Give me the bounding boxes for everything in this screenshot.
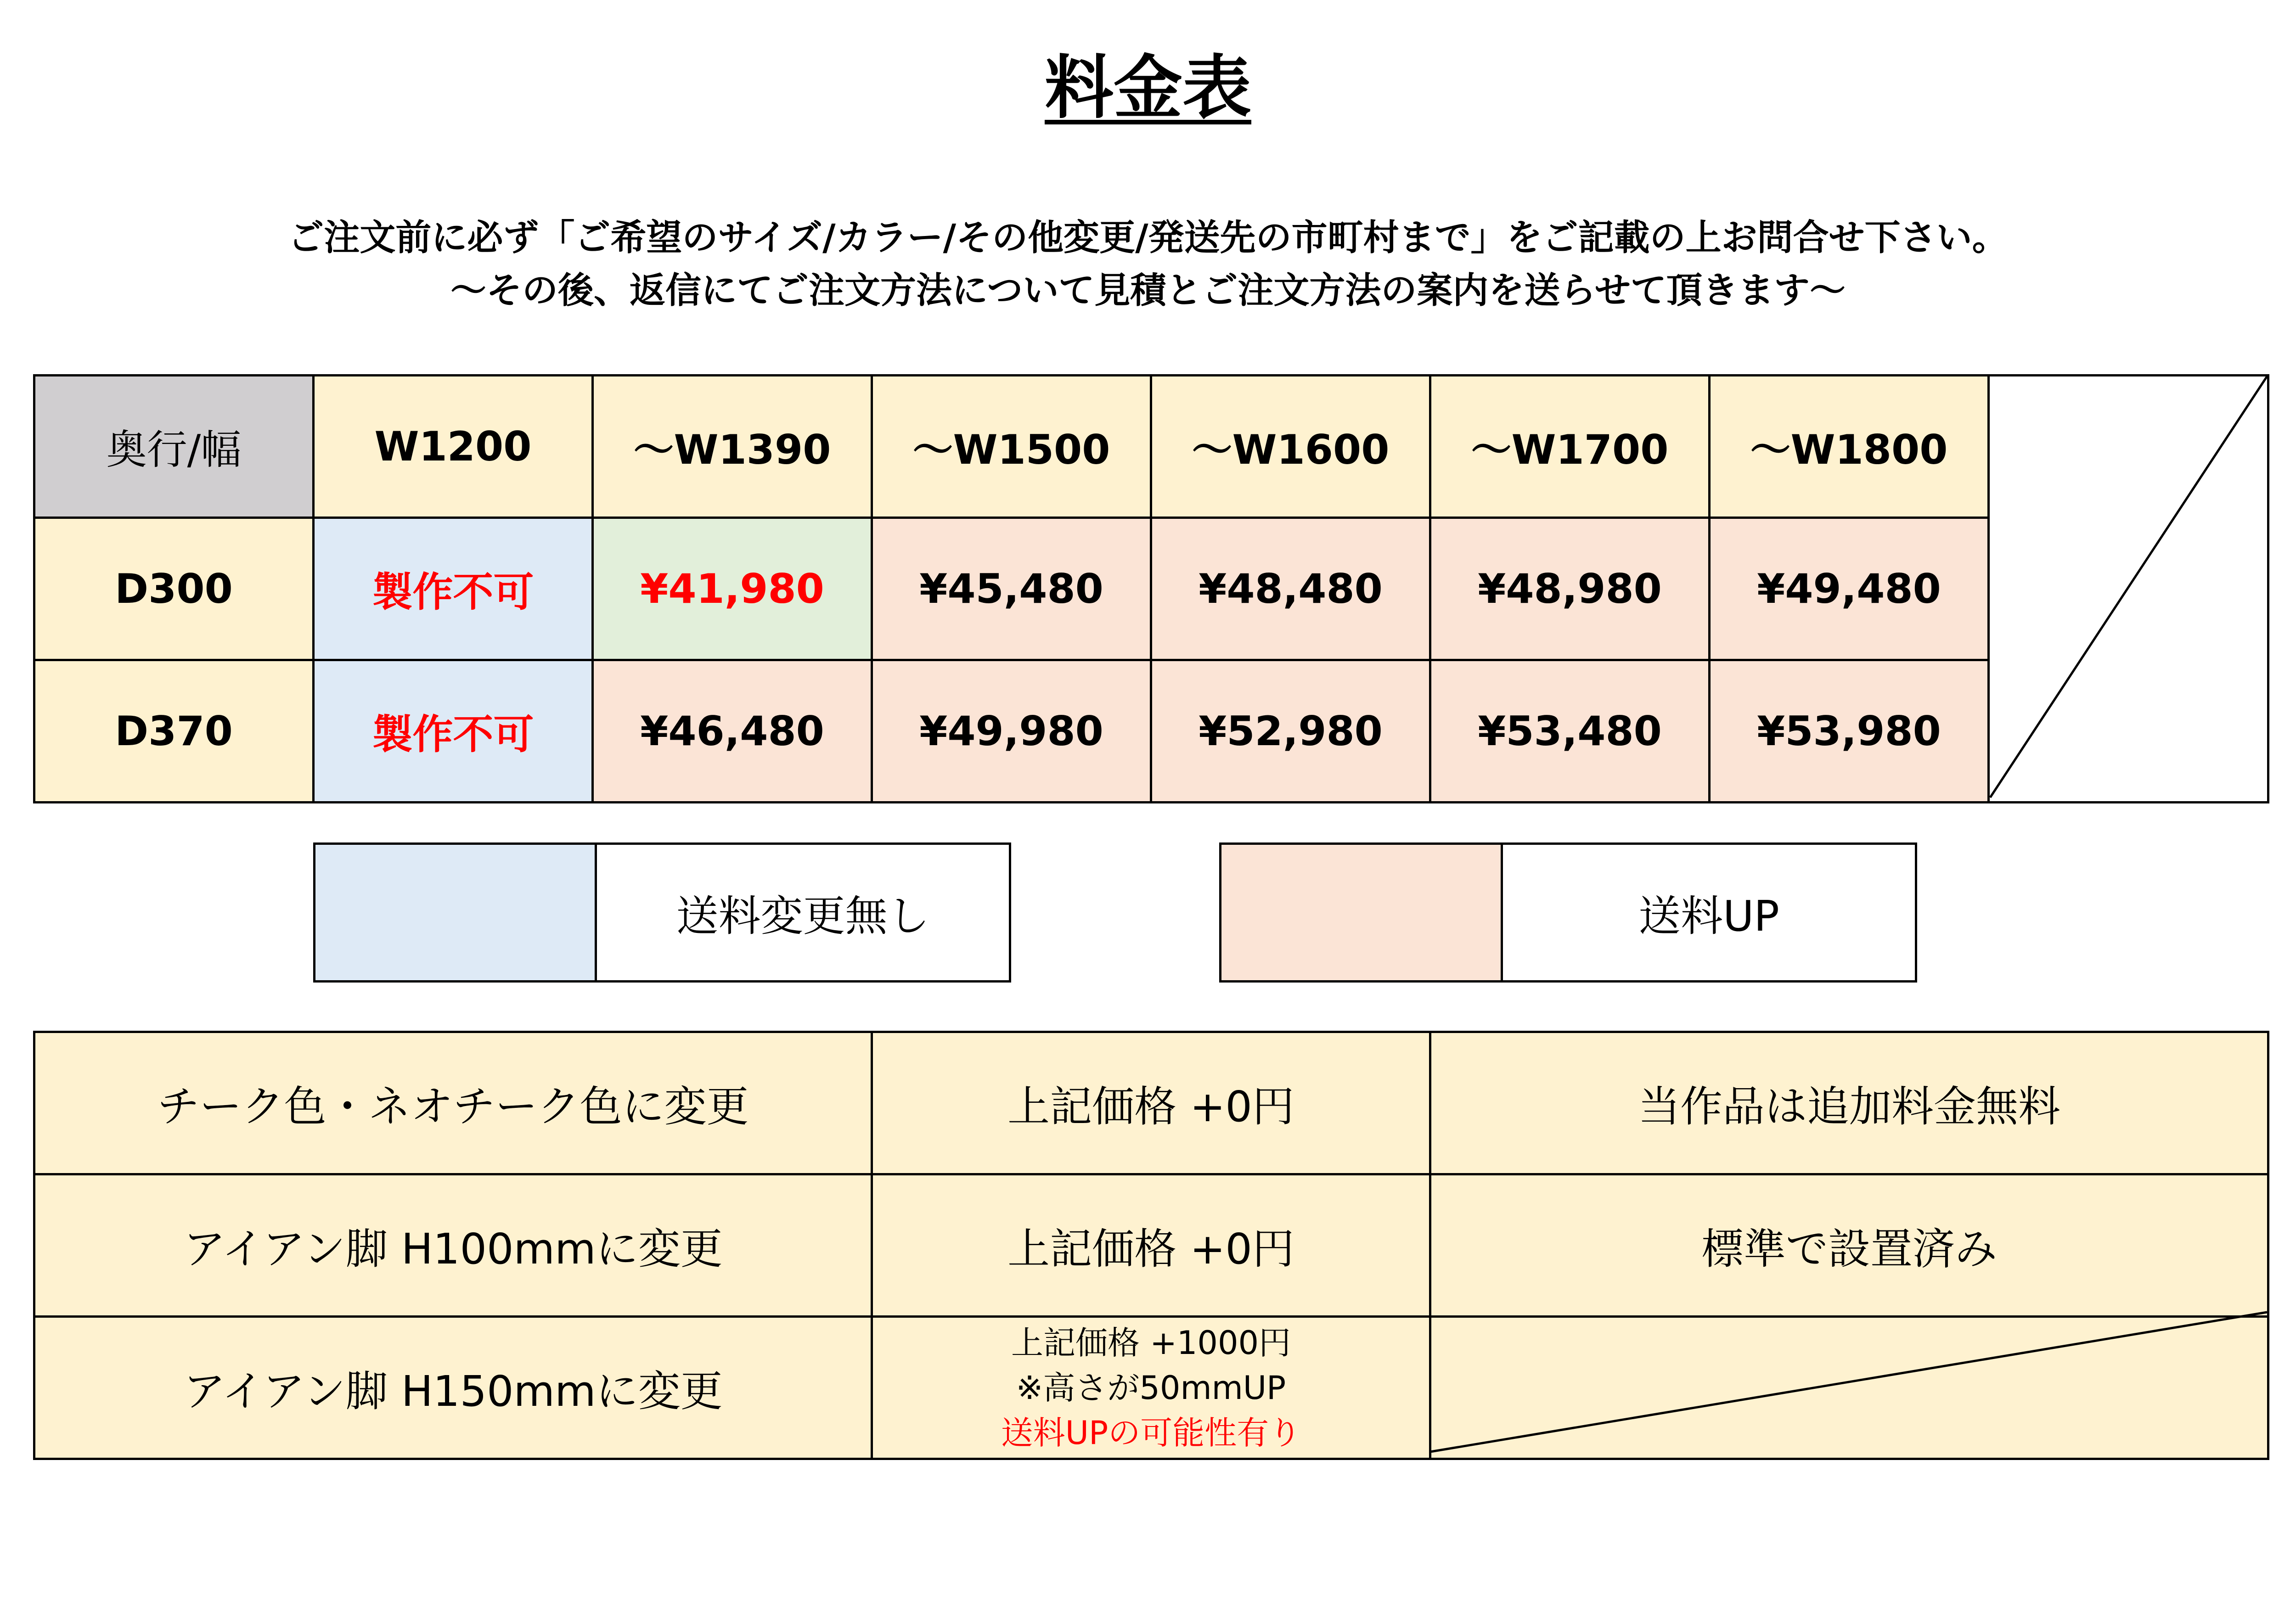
column-header: W1200 bbox=[314, 376, 593, 518]
price-cell: 製作不可 bbox=[314, 518, 593, 660]
legend-label: 送料UP bbox=[1638, 891, 1779, 941]
option-table-diagonal-line bbox=[1429, 1311, 2268, 1453]
price-cell: ¥41,980 bbox=[593, 518, 872, 660]
price-table-diagonal-line bbox=[1989, 374, 2269, 799]
option-price-line: 上記価格 +1000円 bbox=[1011, 1324, 1291, 1362]
legend-shipping-up bbox=[1219, 842, 1917, 983]
option-name: アイアン脚 H150mmに変更 bbox=[34, 1317, 872, 1459]
column-header: ～W1390 bbox=[593, 376, 872, 518]
legend-swatch-blue bbox=[315, 845, 597, 980]
option-price: 上記価格 +0円 bbox=[872, 1174, 1430, 1317]
table-row bbox=[34, 1032, 2268, 1174]
notice-line-2: ～その後、返信にてご注文方法について見積とご注文方法の案内を送らせて頂きます～ bbox=[450, 270, 1846, 311]
corner-header: 奥行/幅 bbox=[34, 376, 314, 518]
option-price-line: ※高さが50mmUP bbox=[1016, 1369, 1286, 1407]
legend-label: 送料変更無し bbox=[676, 891, 930, 941]
option-price: 上記価格 +0円 bbox=[872, 1032, 1430, 1174]
price-cell: ¥49,980 bbox=[872, 660, 1151, 803]
price-cell: ¥49,480 bbox=[1710, 518, 1989, 660]
option-note: 当作品は追加料金無料 bbox=[1430, 1032, 2268, 1174]
column-header: ～W1500 bbox=[872, 376, 1151, 518]
column-header: ～W1600 bbox=[1151, 376, 1430, 518]
legend-swatch-peach bbox=[1221, 845, 1503, 980]
table-row bbox=[34, 518, 2268, 660]
row-header: D370 bbox=[34, 660, 314, 803]
legend-no-change bbox=[313, 842, 1011, 983]
table-row bbox=[34, 660, 2268, 803]
notice-line-1: ご注文前に必ず「ご希望のサイズ/カラー/その他変更/発送先の市町村まで」をご記載の上お問合せ下さい。 bbox=[288, 217, 2008, 258]
page-title: 料金表 bbox=[1044, 48, 1251, 128]
price-cell: 製作不可 bbox=[314, 660, 593, 803]
price-cell: ¥46,480 bbox=[593, 660, 872, 803]
price-cell: ¥48,980 bbox=[1430, 518, 1710, 660]
price-header-row bbox=[34, 376, 2268, 518]
price-cell: ¥45,480 bbox=[872, 518, 1151, 660]
column-header: ～W1800 bbox=[1710, 376, 1989, 518]
row-header: D300 bbox=[34, 518, 314, 660]
option-note: 標準で設置済み bbox=[1430, 1174, 2268, 1317]
table-row bbox=[34, 1174, 2268, 1317]
option-name: アイアン脚 H100mmに変更 bbox=[34, 1174, 872, 1317]
column-header: ～W1700 bbox=[1430, 376, 1710, 518]
price-cell: ¥48,480 bbox=[1151, 518, 1430, 660]
option-price bbox=[872, 1317, 1430, 1459]
option-name: チーク色・ネオチーク色に変更 bbox=[34, 1032, 872, 1174]
price-cell: ¥53,480 bbox=[1430, 660, 1710, 803]
price-cell: ¥52,980 bbox=[1151, 660, 1430, 803]
price-table bbox=[33, 374, 2269, 803]
price-cell: ¥53,980 bbox=[1710, 660, 1989, 803]
shipping-warning: 送料UPの可能性有り bbox=[1001, 1414, 1301, 1452]
